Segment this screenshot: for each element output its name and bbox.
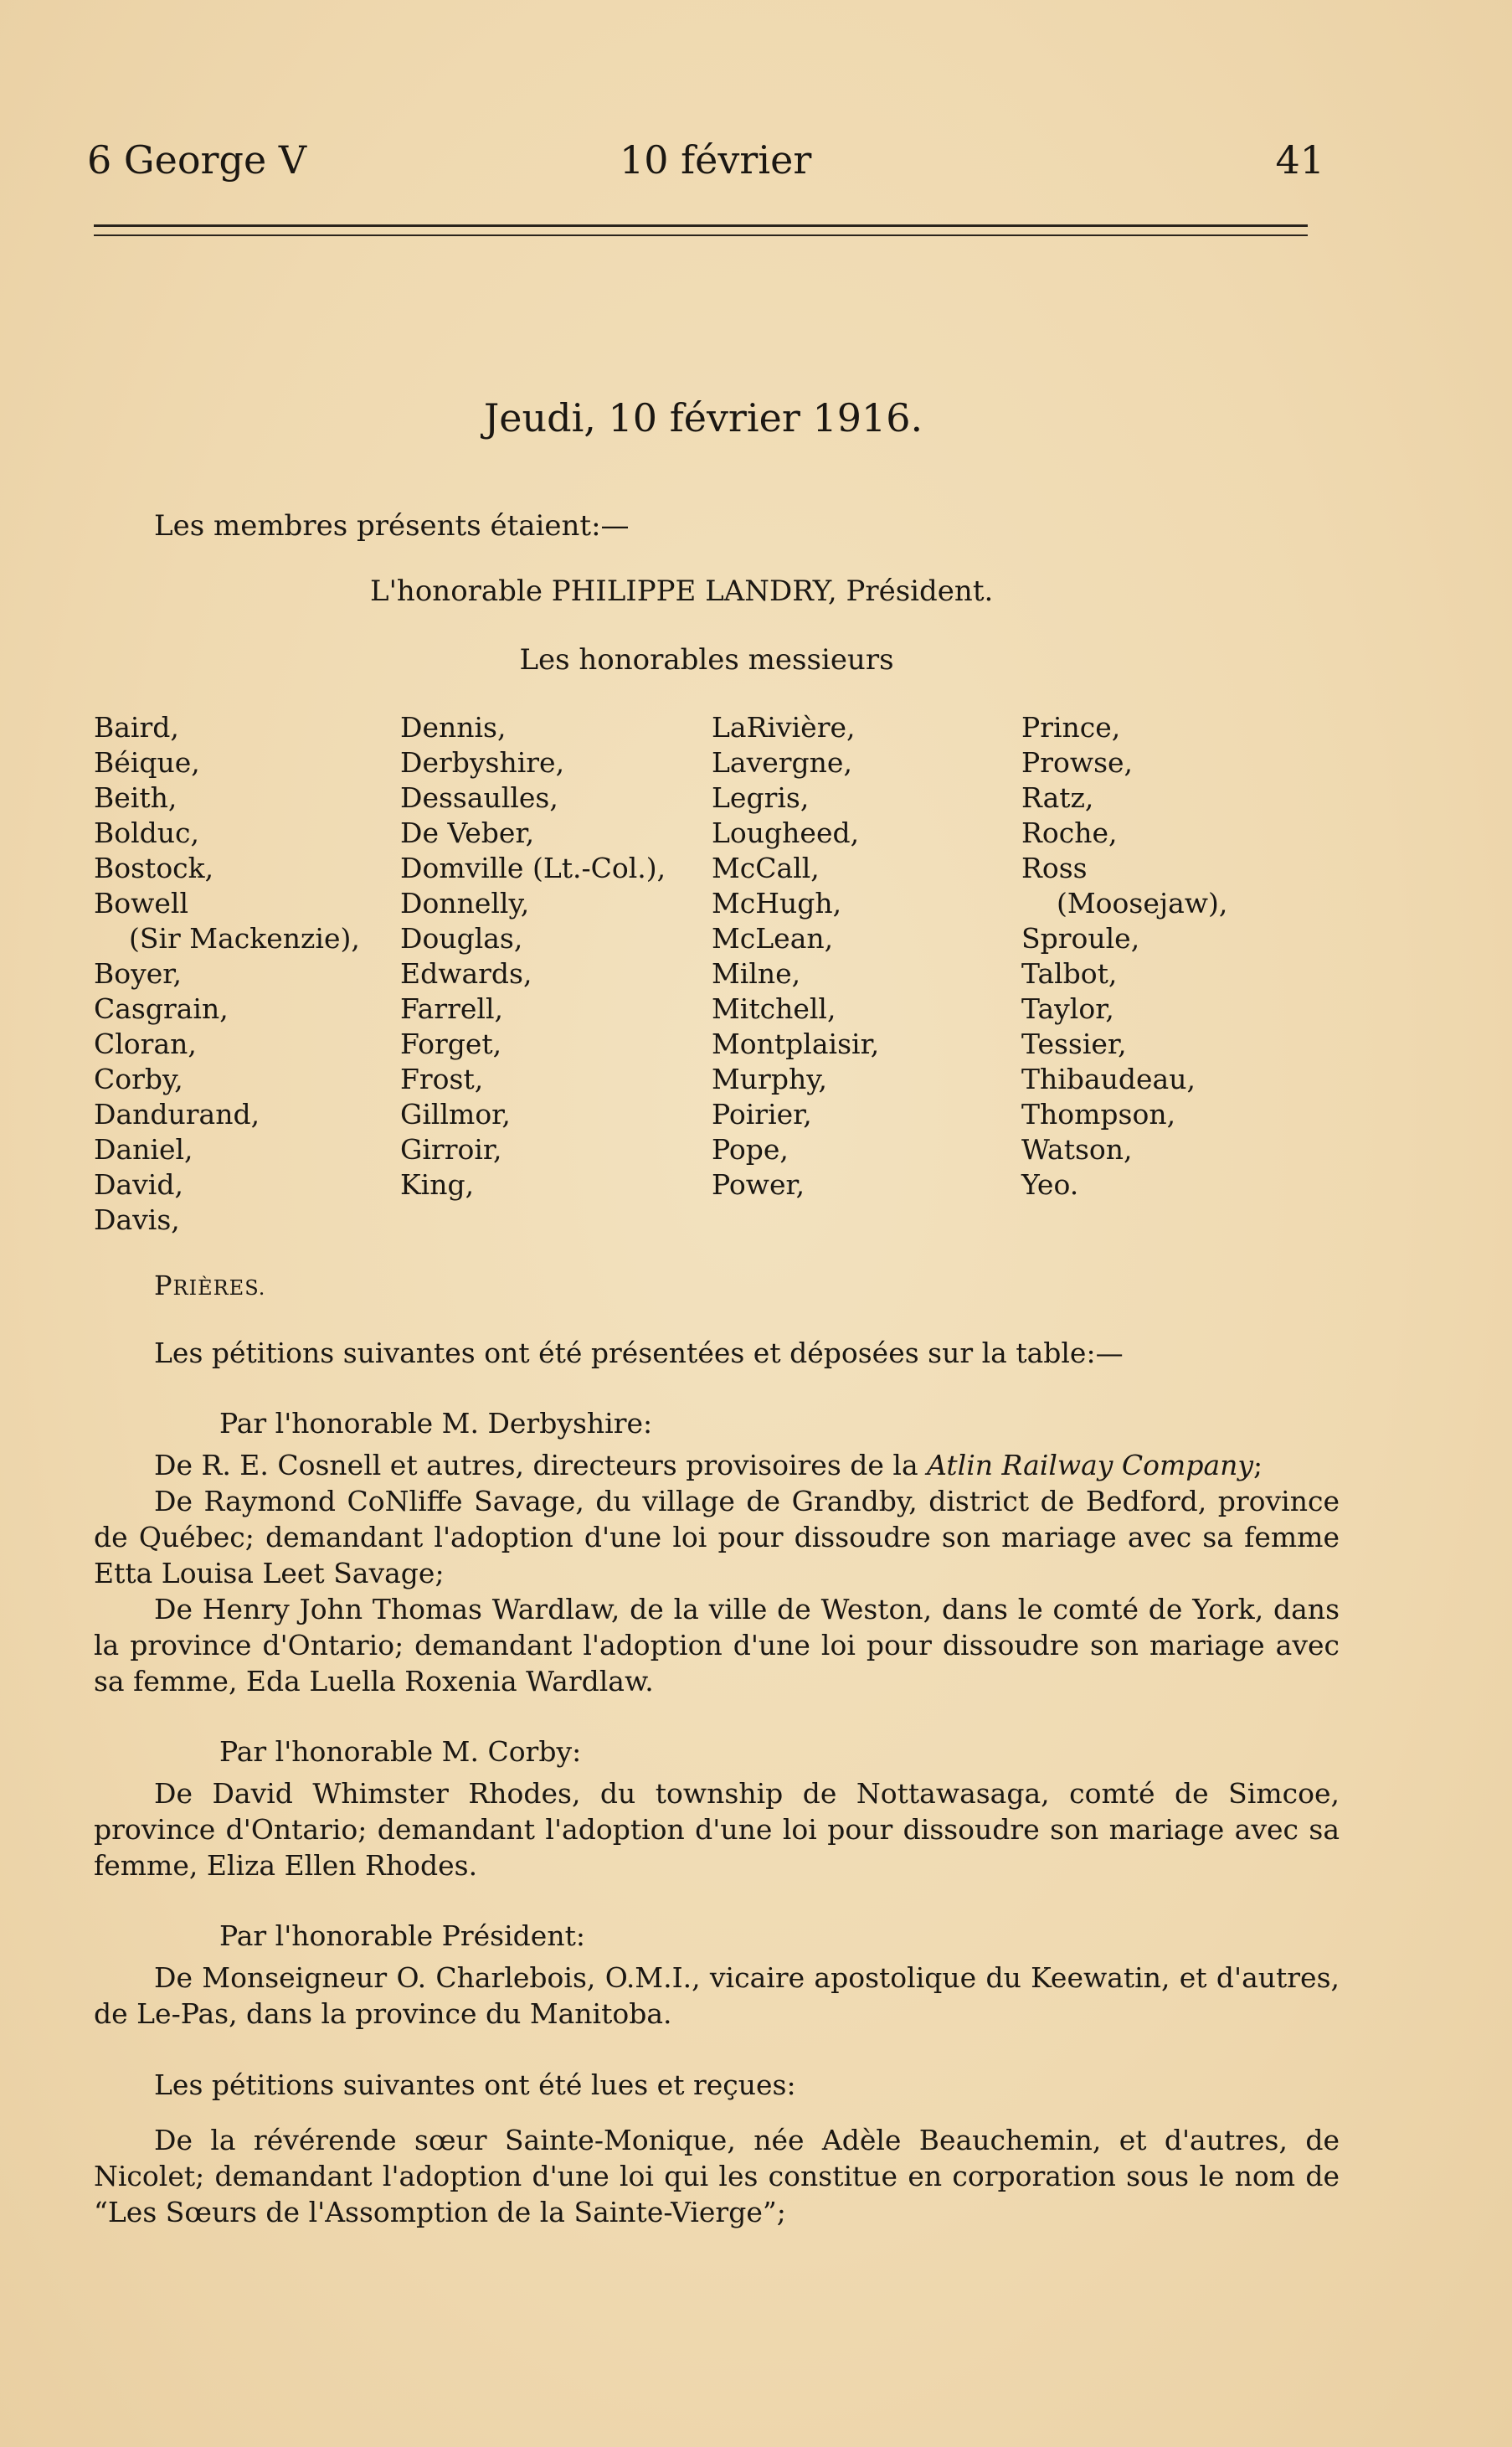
member-name: Poirier, bbox=[712, 1098, 812, 1131]
president-line: L'honorable PHILIPPE LANDRY, Président. bbox=[370, 574, 994, 608]
company-name: Atlin Railway Company bbox=[927, 1449, 1254, 1481]
member-column-2 bbox=[400, 710, 666, 1203]
member-name: Power, bbox=[712, 1168, 805, 1201]
member-name: King, bbox=[400, 1168, 475, 1201]
member-name: Thompson, bbox=[1021, 1098, 1176, 1131]
member-name: Ratz, bbox=[1021, 781, 1094, 814]
member-name: Bowell bbox=[94, 887, 189, 920]
petitions-derbyshire bbox=[94, 1447, 1340, 1699]
petition-wardlaw: De Henry John Thomas Wardlaw, de la ville de Weston, dans le comté de York, dans la province d'Ontario; demandant l'adoption d'une loi pour dissoudre son mariage avec sa femme, Eda Luella Roxenia Wardlaw. bbox=[94, 1593, 1340, 1697]
member-name: Talbot, bbox=[1021, 957, 1118, 990]
petition-charlebois: De Monseigneur O. Charlebois, O.M.I., vicaire apostolique du Keewatin, et d'autres, de Le-Pas, dans la province du Manitoba. bbox=[94, 1961, 1340, 2030]
member-name: Murphy, bbox=[712, 1063, 827, 1095]
petitions-corby bbox=[94, 1775, 1340, 1883]
page-number: 41 bbox=[1275, 137, 1324, 183]
member-name: Thibaudeau, bbox=[1021, 1063, 1196, 1095]
member-name: Girroir, bbox=[400, 1133, 502, 1166]
member-name: Milne, bbox=[712, 957, 801, 990]
member-name: Pope, bbox=[712, 1133, 789, 1166]
member-name: Frost, bbox=[400, 1063, 484, 1095]
member-name: Prowse, bbox=[1021, 746, 1134, 779]
member-name: Farrell, bbox=[400, 992, 504, 1025]
member-name: Taylor, bbox=[1021, 992, 1114, 1025]
header-rule bbox=[94, 224, 1308, 227]
member-name: Montplaisir, bbox=[712, 1028, 880, 1060]
member-name: David, bbox=[94, 1168, 183, 1201]
member-name: Lougheed, bbox=[712, 817, 860, 849]
member-name: Donnelly, bbox=[400, 887, 530, 920]
member-name: Dessaulles, bbox=[400, 781, 558, 814]
member-name: Domville (Lt.-Col.), bbox=[400, 852, 666, 884]
member-name: De Veber, bbox=[400, 817, 535, 849]
member-name: Ross bbox=[1021, 852, 1088, 884]
members-present-intro: Les membres présents étaient:— bbox=[154, 509, 630, 543]
running-head-date: 10 février bbox=[620, 137, 812, 183]
member-name: Yeo. bbox=[1021, 1168, 1079, 1201]
member-name: (Sir Mackenzie), bbox=[129, 922, 360, 955]
petition-cosnell: De R. E. Cosnell et autres, directeurs provisoires de la Atlin Railway Company; bbox=[154, 1449, 1263, 1481]
petitions-president bbox=[94, 1960, 1340, 2032]
member-name: Sproule, bbox=[1021, 922, 1140, 955]
member-name: Dennis, bbox=[400, 711, 507, 744]
member-name: (Moosejaw), bbox=[1057, 887, 1228, 920]
member-name: McLean, bbox=[712, 922, 834, 955]
member-name: Baird, bbox=[94, 711, 179, 744]
member-name: Watson, bbox=[1021, 1133, 1133, 1166]
member-name: Bostock, bbox=[94, 852, 214, 884]
date-heading: Jeudi, 10 février 1916. bbox=[483, 395, 923, 440]
member-name: Forget, bbox=[400, 1028, 502, 1060]
member-name: Tessier, bbox=[1021, 1028, 1127, 1060]
sponsor-corby: Par l'honorable M. Corby: bbox=[219, 1735, 582, 1768]
member-name: Edwards, bbox=[400, 957, 532, 990]
prayers-cap: P bbox=[154, 1270, 173, 1301]
member-column-3 bbox=[712, 710, 879, 1203]
member-name: Bolduc, bbox=[94, 817, 200, 849]
member-name: Cloran, bbox=[94, 1028, 197, 1060]
member-name: Boyer, bbox=[94, 957, 182, 990]
member-name: Beith, bbox=[94, 781, 177, 814]
member-name: Daniel, bbox=[94, 1133, 193, 1166]
member-name: Corby, bbox=[94, 1063, 183, 1095]
member-name: McCall, bbox=[712, 852, 820, 884]
petitions-presented-intro: Les pétitions suivantes ont été présentées et déposées sur la table:— bbox=[154, 1337, 1124, 1369]
member-name: Prince, bbox=[1021, 711, 1121, 744]
honorables-heading: Les honorables messieurs bbox=[519, 643, 894, 677]
member-name: Casgrain, bbox=[94, 992, 229, 1025]
member-name: Roche, bbox=[1021, 817, 1118, 849]
prayers-heading bbox=[154, 1270, 265, 1301]
prayers-rest: RIÈRES. bbox=[172, 1276, 266, 1300]
member-name: Derbyshire, bbox=[400, 746, 565, 779]
sponsor-president: Par l'honorable Président: bbox=[219, 1919, 585, 1952]
petition-savage: De Raymond CoNliffe Savage, du village de Grandby, district de Bedford, province de Québec; demandant l'adoption d'une loi pour dissoudre son mariage avec sa femme Etta Louisa Leet Savage; bbox=[94, 1485, 1340, 1589]
member-name: Gillmor, bbox=[400, 1098, 511, 1131]
petitions-read-intro: Les pétitions suivantes ont été lues et reçues: bbox=[154, 2068, 796, 2101]
member-name: LaRivière, bbox=[712, 711, 856, 744]
member-name: McHugh, bbox=[712, 887, 842, 920]
member-column-1 bbox=[94, 710, 360, 1238]
sponsor-derbyshire: Par l'honorable M. Derbyshire: bbox=[219, 1407, 653, 1440]
member-name: Dandurand, bbox=[94, 1098, 260, 1131]
member-name: Douglas, bbox=[400, 922, 523, 955]
member-column-4 bbox=[1021, 710, 1227, 1203]
header-rule-thin bbox=[94, 234, 1308, 236]
member-name: Legris, bbox=[712, 781, 810, 814]
petitions-read bbox=[94, 2122, 1340, 2230]
running-head-left: 6 George V bbox=[87, 137, 307, 183]
member-name: Lavergne, bbox=[712, 746, 852, 779]
petition-rhodes: De David Whimster Rhodes, du township de Nottawasaga, comté de Simcoe, province d'Ontario; demandant l'adoption d'une loi pour dissoudre son mariage avec sa femme, Eliza Ellen Rhodes. bbox=[94, 1777, 1340, 1882]
member-name: Davis, bbox=[94, 1203, 180, 1236]
member-name: Béique, bbox=[94, 746, 200, 779]
member-name: Mitchell, bbox=[712, 992, 836, 1025]
petition-sainte-monique: De la révérende sœur Sainte-Monique, née Adèle Beauchemin, et d'autres, de Nicolet; demandant l'adoption d'une loi qui les constitue en corporation sous le nom de “Les Sœurs de l'Assomption de la Sainte-Vierge”; bbox=[94, 2124, 1340, 2228]
